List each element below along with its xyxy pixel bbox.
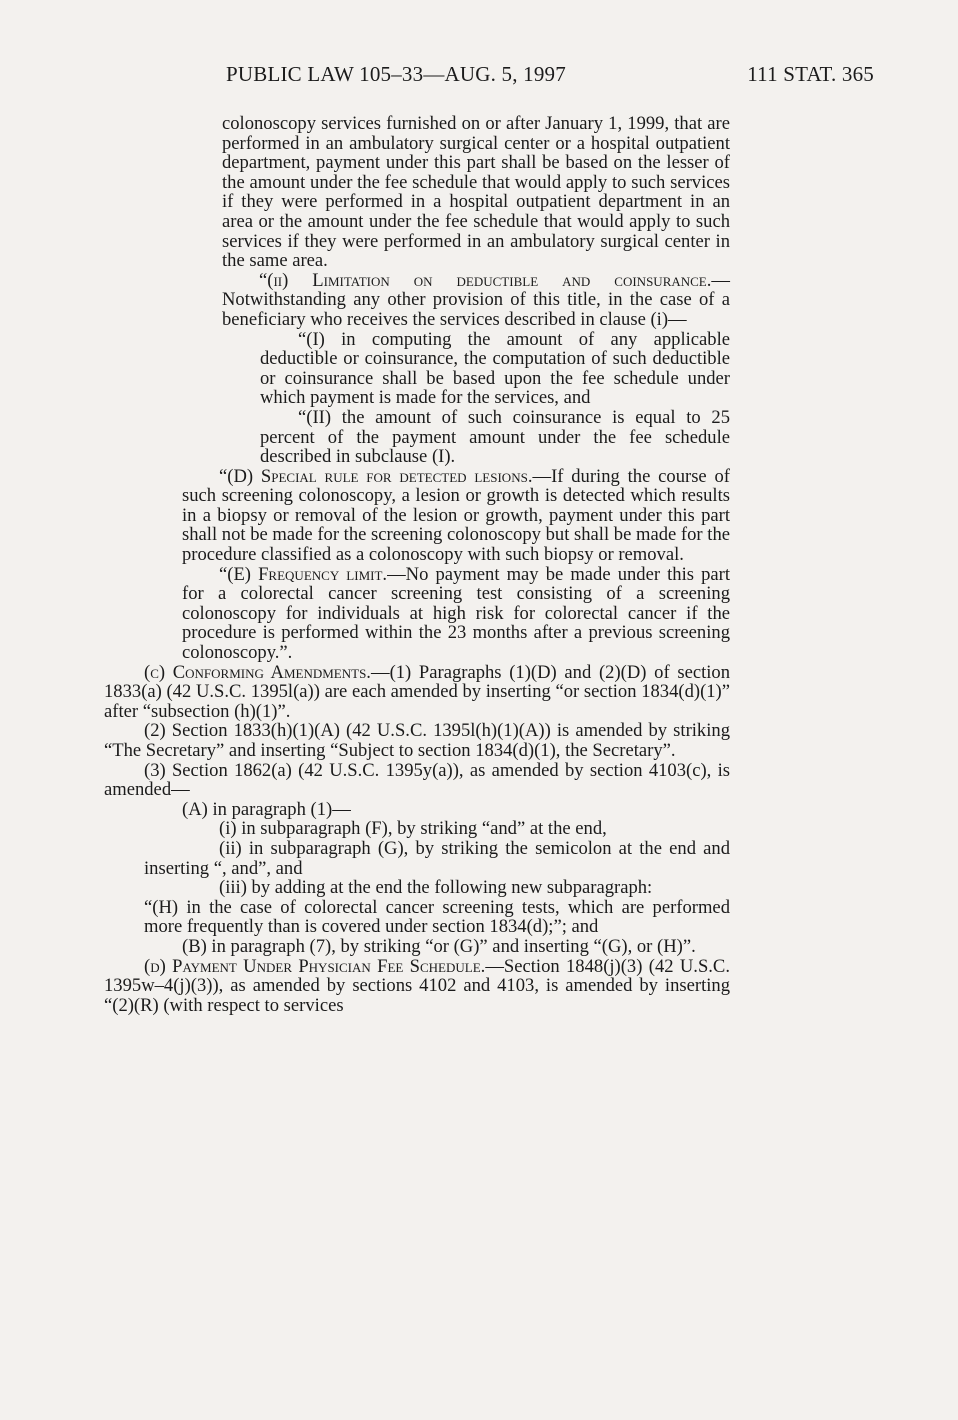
paragraph-colonoscopy-payment: colonoscopy services furnished on or after January 1, 1999, that are performed in an ambulatory surgical center or a hospital outpatient department, payment under this part shall be based on the lesser of the amount under the fee schedule that would apply to such services if they were performed in a hospital outpatient department in an area or the amount under the fee schedule that would apply to such services if they were performed in an ambulatory surgical center in the same area.: [222, 113, 730, 272]
document-body: [0, 114, 958, 1015]
subparagraph-H: “(H) in the case of colorectal cancer screening tests, which are performed more frequently than is covered under section 1834(d);”; and: [144, 896, 730, 938]
heading-frequency-limit: “(E) Frequency limit.: [219, 563, 388, 585]
clause-i: (i) in subparagraph (F), by striking “and” at the end,: [219, 818, 607, 840]
subclause-I: “(I) in computing the amount of any applicable deductible or coinsurance, the computation of such deductible or coinsurance shall be based upon the fee schedule under which payment is made for the services, and: [260, 328, 730, 409]
text-physician-fee-schedule: —Section 1848(j)(3) (42 U.S.C. 1395w–4(j)(3)), as amended by sections 4102 and 4103, is amended by inserting “(2)(R) (with respect to services: [104, 955, 730, 1016]
paragraph-section-1833h: (2) Section 1833(h)(1)(A) (42 U.S.C. 1395l(h)(1)(A)) is amended by striking “The Secretary” and inserting “Subject to section 1834(d)(1), the Secretary”.: [104, 720, 730, 761]
paragraph-A: (A) in paragraph (1)—: [182, 798, 351, 820]
paragraph-B: (B) in paragraph (7), by striking “or (G)” and inserting “(G), or (H)”.: [182, 935, 696, 957]
header-law-citation: PUBLIC LAW 105–33—AUG. 5, 1997: [226, 62, 566, 86]
heading-detected-lesions: “(D) Special rule for detected lesions.: [219, 465, 533, 487]
clause-iii: (iii) by adding at the end the following new subparagraph:: [219, 877, 653, 899]
paragraph-limitation-deductible: [222, 271, 730, 330]
heading-physician-fee-schedule: (d) Payment Under Physician Fee Schedule.: [144, 955, 486, 977]
paragraph-physician-fee-schedule: [104, 957, 730, 1016]
paragraph-frequency-limit: [182, 565, 730, 663]
heading-conforming-amendments: (c) Conforming Amendments.: [144, 661, 371, 683]
paragraph-conforming-amendments: [104, 663, 730, 722]
paragraph-section-1862a: (3) Section 1862(a) (42 U.S.C. 1395y(a)), as amended by section 4103(c), is amended—: [104, 759, 730, 801]
paragraph-detected-lesions: [182, 467, 730, 565]
subclause-II: “(II) the amount of such coinsurance is equal to 25 percent of the payment amount under the fee schedule described in subclause (I).: [260, 406, 730, 468]
header-statute-page: 111 STAT. 365: [747, 62, 874, 86]
heading-limitation: “(ii) Limitation on deductible and coinsurance.: [259, 269, 712, 291]
clause-ii: (ii) in subparagraph (G), by striking the semicolon at the end and inserting “, and”, and: [144, 837, 730, 879]
text-detected-lesions: —If during the course of such screening colonoscopy, a lesion or growth is detected which results in a biopsy or removal of the lesion or growth, payment under this part shall not be made for the screening colonoscopy but shall be made for the procedure classified as a colonoscopy with such biopsy or removal.: [182, 465, 730, 566]
text-frequency-limit: —No payment may be made under this part for a colorectal cancer screening test consisting of a screening colonoscopy for individuals at high risk for colorectal cancer if the procedure is performed within the 23 months after a previous screening colonoscopy.”.: [182, 563, 731, 664]
text-conforming-amendments: —(1) Paragraphs (1)(D) and (2)(D) of section 1833(a) (42 U.S.C. 1395l(a)) are each amended by inserting “or section 1834(d)(1)” after “subsection (h)(1)”.: [104, 661, 730, 722]
text-limitation: —Notwithstanding any other provision of this title, in the case of a beneficiary who receives the services described in clause (i)—: [222, 269, 730, 330]
